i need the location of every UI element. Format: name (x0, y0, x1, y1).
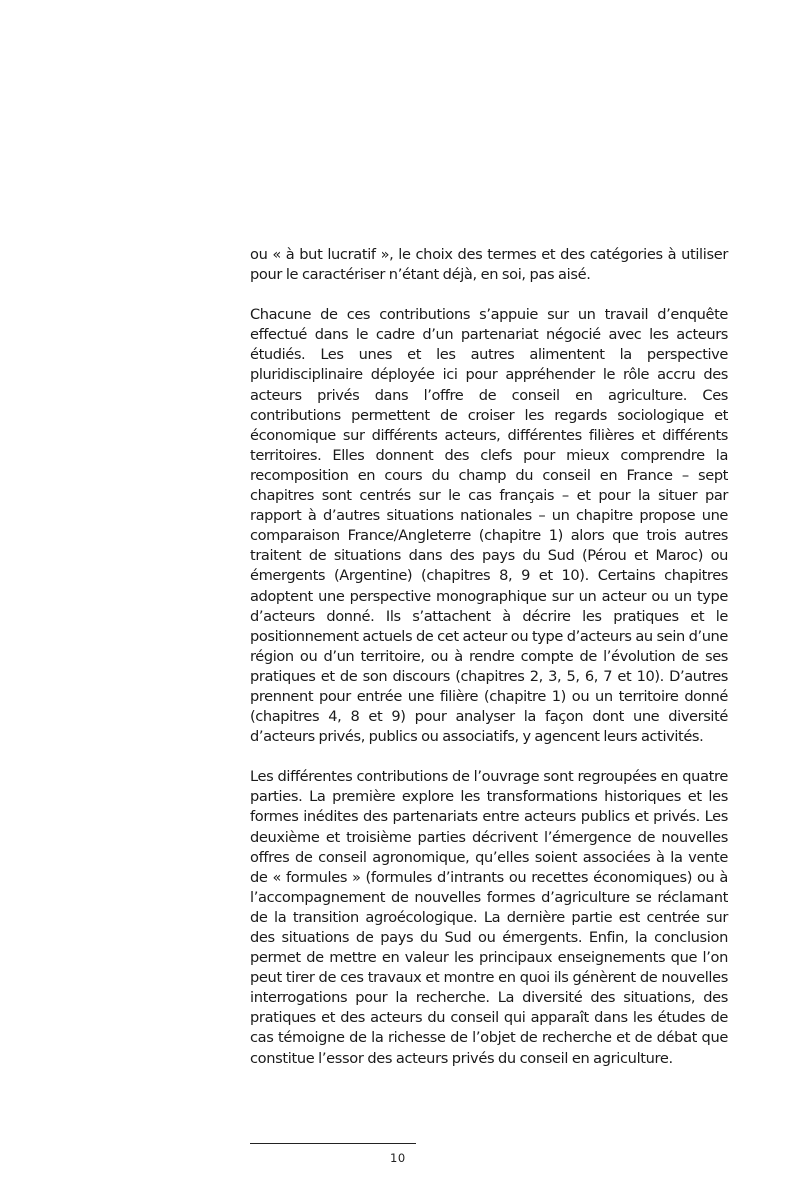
paragraph-continuation: ou « à but lucratif », le choix des termes et des catégories à utiliser pour le caractériser n’étant déjà, en soi, pas aisé. (250, 246, 728, 284)
page-number: 10 (390, 1151, 406, 1165)
footer-rule (250, 1143, 416, 1144)
page-body (250, 245, 728, 1069)
paragraph-structure: Les différentes contributions de l’ouvrage sont regroupées en quatre parties. La première explore les transformations historiques et les formes inédites des partenariats entre acteurs publics et privés. Les deuxième et troisième parties décrivent l’émergence de nouvelles offres de conseil agronomique, qu’elles soient associées à la vente de « formules » (formules d’intrants ou recettes économiques) ou à l’accompagnement de nouvelles formes d’agriculture se réclamant de la transition agroécologique. La dernière partie est centrée sur des situations de pays du Sud ou émergents. Enfin, la conclusion permet de mettre en valeur les principaux enseignements que l’on peut tirer de ces travaux et montre en quoi ils génèrent de nouvelles interrogations pour la recherche. La diversité des situations, des pratiques et des acteurs du conseil qui apparaît dans les études de cas témoigne de la richesse de l’objet de recherche et de débat que constitue l’essor des acteurs privés du conseil en agriculture. (250, 768, 728, 1067)
paragraph-contributions: Chacune de ces contributions s’appuie sur un travail d’enquête effectué dans le cadre d’un partenariat négocié avec les acteurs étudiés. Les unes et les autres alimentent la perspective pluridisciplinaire déployée ici pour appréhender le rôle accru des acteurs privés dans l’offre de conseil en agriculture. Ces contributions permettent de croiser les regards sociologique et économique sur différents acteurs, différentes filières et différents territoires. Elles donnent des clefs pour mieux comprendre la recomposition en cours du champ du conseil en France – sept chapitres sont centrés sur le cas français – et pour la situer par rapport à d’autres situations nationales – un chapitre propose une comparaison France/Angleterre (chapitre 1) alors que trois autres traitent de situations dans des pays du Sud (Pérou et Maroc) ou émergents (Argentine) (chapitres 8, 9 et 10). Certains chapitres adoptent une perspective monographique sur un acteur ou un type d’acteurs donné. Ils s’attachent à décrire les pratiques et le positionnement actuels de cet acteur ou type d’acteurs au sein d’une région ou d’un territoire, ou à rendre compte de l’évolution de ses pratiques et de son discours (chapitres 2, 3, 5, 6, 7 et 10). D’autres prennent pour entrée une filière (chapitre 1) ou un territoire donné (chapitres 4, 8 et 9) pour analyser la façon dont une diversité d’acteurs privés, publics ou associatifs, y agencent leurs activités. (250, 306, 728, 746)
